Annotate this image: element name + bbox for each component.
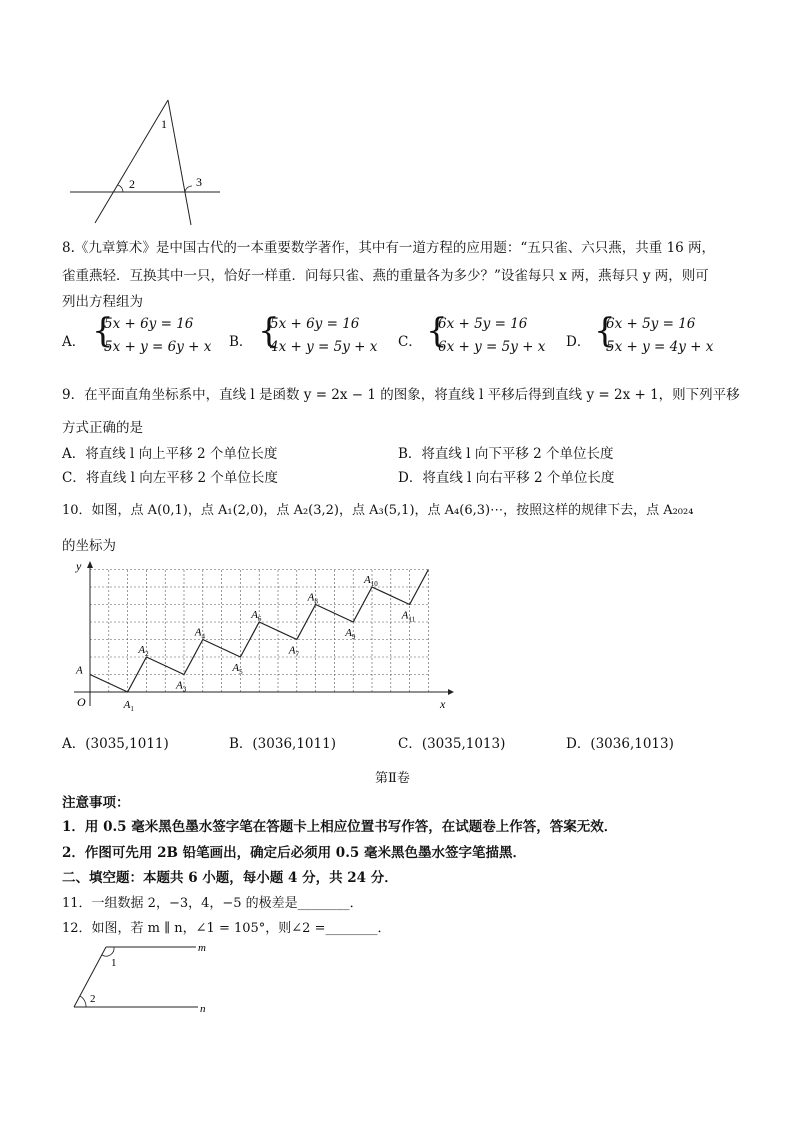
q10-option-d: D．(3036,1013) xyxy=(566,736,674,752)
point-label: $A_8$ xyxy=(307,591,318,606)
option-label: C． xyxy=(398,334,422,350)
equation-2: 4x + y = 5y + x xyxy=(270,339,378,355)
label-m: m xyxy=(198,942,206,954)
option-label: D． xyxy=(566,334,591,350)
note-1: 1．用 0.5 毫米黑色墨水签字笔在答题卡上相应位置书写作答，在试题卷上作答，答案无效． xyxy=(62,819,618,835)
point-label: $A_{10}$ xyxy=(364,574,378,588)
equation-1: 6x + 5y = 16 xyxy=(438,316,528,332)
angle-3-label: 3 xyxy=(196,175,202,189)
q10-line-1: 10．如图，点 A(0,1)，点 A₁(2,0)，点 A₂(3,2)，点 A₃(5,1)，点 A₄(6,3)⋯，按照这样的规律下去，点 A₂₀₂₄ xyxy=(62,503,694,518)
angle-1-label: 1 xyxy=(161,117,167,131)
triangle-figure xyxy=(60,92,230,232)
q10-option-b: B．(3036,1011) xyxy=(229,736,336,752)
q9-line-1: 9．在平面直角坐标系中，直线 l 是函数 y = 2x − 1 的图象，将直线 l 平移后得到直线 y = 2x + 1，则下列平移 xyxy=(62,387,740,403)
q8-line-3: 列出方程组为 xyxy=(62,294,143,310)
q8-line-1: 8.《九章算术》是中国古代的一本重要数学著作，其中有一道方程的应用题：“五只雀、六只燕，共重 16 两， xyxy=(62,240,716,256)
q9-option-d: D．将直线 l 向右平移 2 个单位长度 xyxy=(398,470,615,486)
point-label: $A_{11}$ xyxy=(401,609,416,624)
q8-option-a xyxy=(62,330,85,350)
x-axis-label: x xyxy=(440,697,446,711)
equation-1: 6x + 5y = 16 xyxy=(606,316,696,332)
angle-2-arc xyxy=(118,185,123,192)
parallel-lines-figure xyxy=(66,938,216,1018)
q9-option-a: A．将直线 l 向上平移 2 个单位长度 xyxy=(62,446,278,462)
zigzag-coordinate-figure xyxy=(68,556,460,716)
y-axis-label: y xyxy=(76,559,82,573)
q8-option-d xyxy=(566,330,590,350)
equation-1: 5x + 6y = 16 xyxy=(104,316,194,332)
triangle-left-side xyxy=(95,100,168,223)
point-label: $A_3$ xyxy=(176,679,187,694)
equation-2: 5x + y = 4y + x xyxy=(606,339,714,355)
section-title: 第Ⅱ卷 xyxy=(375,771,410,786)
angle-1-label: 1 xyxy=(111,957,117,969)
x-axis-arrow xyxy=(448,689,454,695)
q9-line-2: 方式正确的是 xyxy=(62,420,143,436)
q12-text: 12．如图，若 m ∥ n，∠1 = 105°，则∠2 =________． xyxy=(62,921,391,936)
point-label: $A_6$ xyxy=(251,609,262,623)
origin-label: O xyxy=(77,695,86,709)
q9-option-b: B．将直线 l 向下平移 2 个单位长度 xyxy=(398,446,614,462)
notes-title: 注意事项： xyxy=(62,795,130,811)
fill-blank-heading: 二、填空题：本题共 6 小题，每小题 4 分，共 24 分． xyxy=(62,870,398,886)
q10-option-a: A．(3035,1011) xyxy=(62,736,169,752)
angle-2-label: 2 xyxy=(90,993,96,1005)
q9-option-c: C．将直线 l 向左平移 2 个单位长度 xyxy=(62,470,278,486)
angle-2-arc xyxy=(80,996,86,1007)
q10-line-2: 的坐标为 xyxy=(62,538,116,554)
note-2: 2．作图可先用 2B 铅笔画出，确定后必须用 0.5 毫米黑色墨水签字笔描黑． xyxy=(62,845,526,861)
angle-3-arc xyxy=(185,186,192,192)
equation-2: 6x + y = 5y + x xyxy=(438,339,546,355)
q11-text: 11．一组数据 2，−3，4，−5 的极差是________． xyxy=(62,896,363,911)
label-n: n xyxy=(200,1003,206,1015)
q8-line-2: 雀重燕轻．互换其中一只，恰好一样重．问每只雀、燕的重量各为多少？”设雀每只 x 两，燕每只 y 两，则可 xyxy=(62,268,709,284)
y-axis-arrow xyxy=(87,561,93,568)
triangle-right-side xyxy=(168,100,191,225)
point-label: $A_5$ xyxy=(232,662,243,676)
option-label: A． xyxy=(62,334,86,350)
point-label: $A_2$ xyxy=(138,644,149,658)
point-label: $A_9$ xyxy=(345,627,356,641)
point-label: $A_4$ xyxy=(194,626,206,641)
q8-option-b xyxy=(229,330,252,350)
angle-2-label: 2 xyxy=(129,177,135,191)
q10-option-c: C．(3035,1013) xyxy=(398,736,506,752)
point-label: A xyxy=(76,664,83,677)
equation-1: 5x + 6y = 16 xyxy=(270,316,360,332)
equation-2: 5x + y = 6y + x xyxy=(104,339,212,355)
point-label: $A_1$ xyxy=(123,699,134,713)
point-label: $A_7$ xyxy=(288,644,300,659)
option-label: B． xyxy=(229,334,253,350)
q8-option-c xyxy=(398,330,422,350)
